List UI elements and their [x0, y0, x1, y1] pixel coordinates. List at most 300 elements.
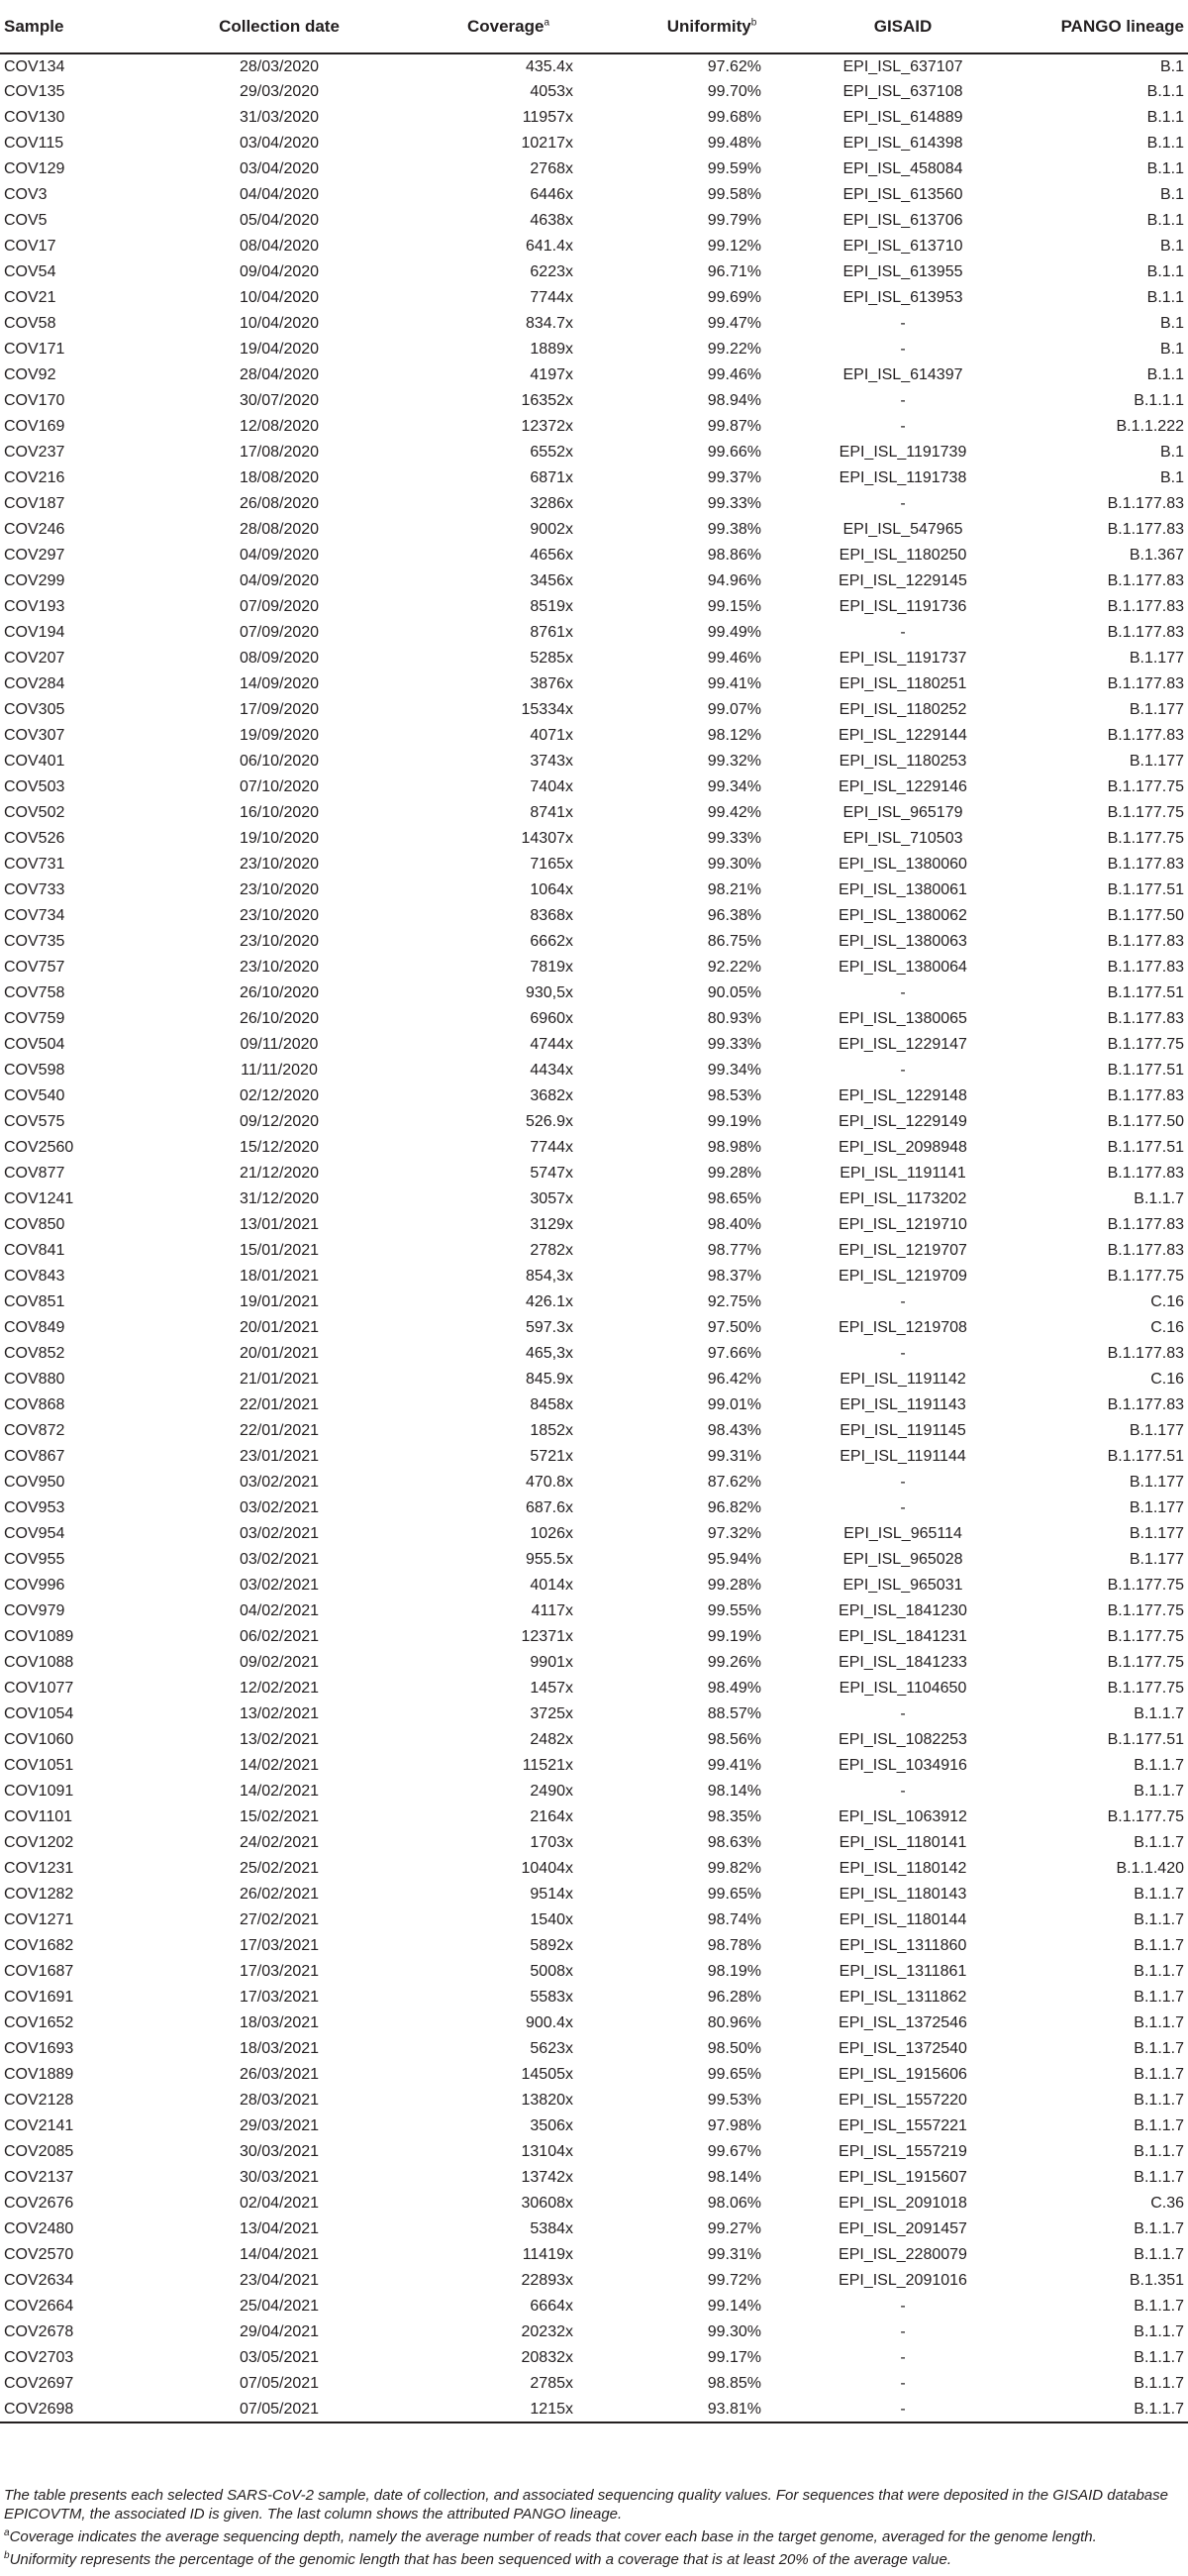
- cell-uniformity: 99.42%: [707, 804, 761, 821]
- cell-sample: COV170: [4, 392, 65, 409]
- table-row: [0, 1727, 1188, 1753]
- table-caption: The table presents each selected SARS-CoV-2 sample, date of collection, and associated sequencing quality values. For sequences that were deposited in the GISAID database EPICOVTM, the associated ID is given. The last column shows the attributed PANGO lineage.: [4, 2487, 1168, 2523]
- table-row: [0, 955, 1188, 980]
- cell-sample: COV2560: [4, 1139, 74, 1156]
- cell-gisaid: EPI_ISL_1191142: [840, 1371, 966, 1388]
- cell-collection-date: 15/01/2021: [239, 1242, 320, 1259]
- cell-sample: COV187: [4, 495, 65, 512]
- cell-collection-date: 14/09/2020: [239, 675, 320, 692]
- table-row: [0, 2216, 1188, 2242]
- cell-gisaid: EPI_ISL_1191736: [839, 598, 967, 615]
- cell-gisaid: EPI_ISL_1180144: [839, 1911, 967, 1928]
- cell-gisaid: EPI_ISL_1915606: [839, 2066, 967, 2083]
- cell-sample: COV216: [4, 469, 65, 486]
- cell-collection-date: 03/02/2021: [239, 1525, 320, 1542]
- cell-collection-date: 05/04/2020: [239, 212, 320, 229]
- cell-sample: COV872: [4, 1422, 65, 1439]
- cell-sample: COV1652: [4, 2014, 74, 2031]
- cell-coverage: 22893x: [521, 2272, 573, 2289]
- cell-coverage: 5008x: [530, 1963, 573, 1980]
- cell-pango-lineage: B.1.1.7: [1134, 2040, 1184, 2057]
- cell-gisaid: -: [900, 984, 906, 1001]
- cell-collection-date: 17/03/2021: [239, 1937, 320, 1954]
- cell-collection-date: 13/02/2021: [239, 1731, 320, 1748]
- cell-gisaid: EPI_ISL_614397: [842, 366, 963, 383]
- cell-coverage: 8519x: [530, 598, 573, 615]
- cell-sample: COV1091: [4, 1783, 74, 1800]
- cell-sample: COV135: [4, 83, 65, 100]
- cell-gisaid: -: [900, 2349, 906, 2366]
- cell-pango-lineage: B.1.1.7: [1134, 2117, 1184, 2134]
- cell-gisaid: EPI_ISL_614398: [842, 135, 963, 152]
- cell-collection-date: 03/02/2021: [239, 1474, 320, 1491]
- table-row: [0, 2345, 1188, 2371]
- cell-gisaid: EPI_ISL_965028: [842, 1551, 963, 1568]
- cell-coverage: 470.8x: [525, 1474, 573, 1491]
- cell-uniformity: 99.19%: [707, 1113, 761, 1130]
- cell-sample: COV207: [4, 650, 65, 667]
- cell-sample: COV1077: [4, 1680, 74, 1697]
- cell-pango-lineage: B.1.177.75: [1107, 1268, 1184, 1285]
- table-row: [0, 259, 1188, 285]
- cell-collection-date: 12/08/2020: [239, 418, 320, 435]
- table-row: [0, 440, 1188, 465]
- table-footnotes: [4, 2486, 1182, 2569]
- cell-coverage: 3129x: [530, 1216, 573, 1233]
- table-row: [0, 671, 1188, 697]
- cell-pango-lineage: B.1.1: [1146, 83, 1184, 100]
- cell-pango-lineage: B.1.1.7: [1134, 2014, 1184, 2031]
- cell-uniformity: 99.33%: [707, 830, 761, 847]
- cell-collection-date: 29/03/2021: [239, 2117, 320, 2134]
- cell-coverage: 13104x: [521, 2143, 573, 2160]
- cell-uniformity: 98.35%: [707, 1808, 761, 1825]
- table-row: [0, 568, 1188, 594]
- table-row: [0, 53, 1188, 79]
- table-row: [0, 1186, 1188, 1212]
- cell-uniformity: 99.49%: [707, 624, 761, 641]
- cell-uniformity: 98.86%: [707, 547, 761, 564]
- cell-sample: COV979: [4, 1602, 65, 1619]
- cell-coverage: 8761x: [530, 624, 573, 641]
- cell-coverage: 6223x: [530, 263, 573, 280]
- table-row: [0, 517, 1188, 543]
- cell-collection-date: 19/04/2020: [239, 341, 320, 358]
- cell-sample: COV1088: [4, 1654, 74, 1671]
- table-row: [0, 1418, 1188, 1444]
- cell-pango-lineage: B.1.177.83: [1107, 1165, 1184, 1182]
- cell-sample: COV735: [4, 933, 65, 950]
- cell-coverage: 7165x: [530, 856, 573, 873]
- cell-pango-lineage: B.1.177.51: [1107, 1062, 1184, 1079]
- table-header: [0, 0, 1188, 53]
- table-row: [0, 285, 1188, 311]
- table-row: [0, 1032, 1188, 1058]
- cell-uniformity: 99.22%: [707, 341, 761, 358]
- table-row: [0, 1367, 1188, 1392]
- cell-collection-date: 24/02/2021: [239, 1834, 320, 1851]
- cell-coverage: 14505x: [521, 2066, 573, 2083]
- table-row: [0, 1701, 1188, 1727]
- cell-pango-lineage: B.1.177.75: [1107, 1808, 1184, 1825]
- cell-coverage: 5583x: [530, 1989, 573, 2006]
- cell-pango-lineage: B.1.1.7: [1134, 2092, 1184, 2109]
- cell-sample: COV757: [4, 959, 65, 976]
- table-row: [0, 2242, 1188, 2268]
- table-row: [0, 620, 1188, 646]
- cell-sample: COV115: [4, 135, 64, 152]
- header-gisaid: GISAID: [799, 0, 1007, 53]
- cell-uniformity: 87.62%: [707, 1474, 761, 1491]
- cell-coverage: 955.5x: [525, 1551, 573, 1568]
- cell-gisaid: EPI_ISL_1557221: [839, 2117, 967, 2134]
- header-coverage: Coverage$^a$: [392, 0, 625, 53]
- cell-uniformity: 99.65%: [707, 2066, 761, 2083]
- cell-gisaid: EPI_ISL_613710: [842, 238, 963, 255]
- cell-coverage: 6662x: [530, 933, 573, 950]
- cell-uniformity: 80.96%: [707, 2014, 761, 2031]
- cell-collection-date: 13/02/2021: [239, 1705, 320, 1722]
- cell-sample: COV955: [4, 1551, 65, 1568]
- cell-gisaid: EPI_ISL_1557220: [839, 2092, 967, 2109]
- cell-collection-date: 03/02/2021: [239, 1551, 320, 1568]
- cell-gisaid: EPI_ISL_547965: [842, 521, 963, 538]
- cell-sample: COV1054: [4, 1705, 74, 1722]
- cell-coverage: 8741x: [530, 804, 573, 821]
- cell-pango-lineage: B.1.1: [1146, 135, 1184, 152]
- table-row: [0, 2268, 1188, 2294]
- cell-gisaid: -: [900, 1293, 906, 1310]
- cell-gisaid: EPI_ISL_1191143: [840, 1396, 966, 1413]
- cell-coverage: 3725x: [530, 1705, 573, 1722]
- cell-collection-date: 18/03/2021: [239, 2040, 320, 2057]
- cell-pango-lineage: B.1.1: [1146, 289, 1184, 306]
- cell-uniformity: 99.34%: [707, 778, 761, 795]
- cell-gisaid: EPI_ISL_1180250: [839, 547, 967, 564]
- cell-pango-lineage: B.1.177.83: [1107, 572, 1184, 589]
- cell-gisaid: -: [900, 418, 906, 435]
- cell-sample: COV1682: [4, 1937, 74, 1954]
- header-row: [0, 0, 1188, 53]
- cell-coverage: 10404x: [521, 1860, 573, 1877]
- table-row: [0, 1521, 1188, 1547]
- cell-collection-date: 07/05/2021: [239, 2375, 320, 2392]
- cell-pango-lineage: B.1.177.75: [1107, 1654, 1184, 1671]
- cell-collection-date: 03/02/2021: [239, 1577, 320, 1594]
- cell-coverage: 845.9x: [525, 1371, 573, 1388]
- table-row: [0, 131, 1188, 156]
- cell-coverage: 11521x: [522, 1757, 573, 1774]
- cell-gisaid: EPI_ISL_1311862: [839, 1989, 967, 2006]
- cell-sample: COV598: [4, 1062, 65, 1079]
- cell-collection-date: 26/03/2021: [239, 2066, 320, 2083]
- cell-uniformity: 97.66%: [707, 1345, 761, 1362]
- cell-coverage: 1457x: [530, 1680, 573, 1697]
- cell-uniformity: 97.98%: [707, 2117, 761, 2134]
- header-collection-date: Collection date: [166, 0, 392, 53]
- cell-gisaid: EPI_ISL_614889: [842, 109, 963, 126]
- cell-coverage: 1215x: [392, 2397, 625, 2422]
- cell-pango-lineage: B.1.177.50: [1107, 907, 1184, 924]
- cell-collection-date: 20/01/2021: [239, 1345, 320, 1362]
- cell-pango-lineage: B.1.177.51: [1107, 1731, 1184, 1748]
- cell-coverage: 2164x: [530, 1808, 573, 1825]
- table-row: [0, 1109, 1188, 1135]
- cell-gisaid: EPI_ISL_1173202: [839, 1190, 967, 1207]
- cell-collection-date: 31/03/2020: [239, 109, 320, 126]
- cell-pango-lineage: B.1: [1159, 186, 1184, 203]
- cell-pango-lineage: B.1.1.7: [1134, 1190, 1184, 1207]
- cell-collection-date: 19/09/2020: [239, 727, 320, 744]
- cell-sample: COV297: [4, 547, 65, 564]
- cell-coverage: 854,3x: [525, 1268, 573, 1285]
- cell-coverage: 5721x: [530, 1448, 573, 1465]
- cell-uniformity: 99.46%: [707, 650, 761, 667]
- cell-pango-lineage: B.1.177.75: [1107, 804, 1184, 821]
- cell-collection-date: 28/08/2020: [239, 521, 320, 538]
- cell-collection-date: 18/08/2020: [239, 469, 320, 486]
- cell-sample: COV193: [4, 598, 65, 615]
- cell-pango-lineage: B.1.1.7: [1134, 2066, 1184, 2083]
- cell-uniformity: 99.79%: [707, 212, 761, 229]
- cell-collection-date: 29/03/2020: [239, 83, 320, 100]
- table-row: [0, 388, 1188, 414]
- cell-sample: COV850: [4, 1216, 65, 1233]
- cell-gisaid: -: [900, 1345, 906, 1362]
- cell-coverage: 2785x: [530, 2375, 573, 2392]
- cell-sample: COV575: [4, 1113, 65, 1130]
- cell-gisaid: EPI_ISL_1180252: [839, 701, 967, 718]
- cell-collection-date: 30/07/2020: [239, 392, 320, 409]
- cell-pango-lineage: B.1.1.7: [1134, 2143, 1184, 2160]
- cell-coverage: 5623x: [530, 2040, 573, 2057]
- cell-coverage: 6446x: [530, 186, 573, 203]
- cell-uniformity: 99.31%: [707, 2246, 761, 2263]
- cell-coverage: 7819x: [530, 959, 573, 976]
- cell-pango-lineage: B.1.1.7: [1134, 1886, 1184, 1903]
- cell-gisaid: -: [900, 1474, 906, 1491]
- cell-pango-lineage: B.1.177.83: [1107, 624, 1184, 641]
- cell-coverage: 5285x: [530, 650, 573, 667]
- cell-collection-date: 27/02/2021: [239, 1911, 320, 1928]
- table-row: [0, 1598, 1188, 1624]
- cell-collection-date: 04/04/2020: [239, 186, 320, 203]
- cell-collection-date: 20/01/2021: [239, 1319, 320, 1336]
- cell-sample: COV526: [4, 830, 65, 847]
- table-row: [0, 774, 1188, 800]
- cell-collection-date: 07/09/2020: [239, 598, 320, 615]
- cell-uniformity: 99.48%: [707, 135, 761, 152]
- cell-coverage: 1540x: [530, 1911, 573, 1928]
- cell-gisaid: -: [900, 2375, 906, 2392]
- cell-pango-lineage: C.16: [1150, 1371, 1184, 1388]
- cell-uniformity: 98.21%: [707, 881, 761, 898]
- table-row: [0, 800, 1188, 826]
- cell-coverage: 4434x: [530, 1062, 573, 1079]
- table-row: [0, 1083, 1188, 1109]
- cell-collection-date: 09/11/2020: [240, 1036, 319, 1053]
- footnote-a: $^a$Coverage indicates the average sequencing depth, namely the average number of reads that cover each base in the target genome, averaged for the genome length.: [4, 2527, 1097, 2545]
- cell-gisaid: -: [900, 392, 906, 409]
- cell-collection-date: 07/09/2020: [239, 624, 320, 641]
- cell-collection-date: 30/03/2021: [239, 2143, 320, 2160]
- cell-sample: COV2141: [4, 2117, 74, 2134]
- cell-sample: COV307: [4, 727, 65, 744]
- cell-sample: COV2570: [4, 2246, 74, 2263]
- cell-sample: COV1051: [4, 1757, 74, 1774]
- cell-sample: COV1691: [4, 1989, 74, 2006]
- cell-collection-date: 08/04/2020: [239, 238, 320, 255]
- cell-sample: COV2697: [4, 2375, 74, 2392]
- cell-gisaid: -: [900, 1499, 906, 1516]
- cell-uniformity: 99.37%: [707, 469, 761, 486]
- cell-coverage: 2482x: [530, 1731, 573, 1748]
- cell-uniformity: 98.85%: [707, 2375, 761, 2392]
- cell-sample: COV1231: [4, 1860, 74, 1877]
- cell-gisaid: -: [900, 495, 906, 512]
- cell-coverage: 3057x: [530, 1190, 573, 1207]
- cell-sample: COV2480: [4, 2220, 74, 2237]
- cell-collection-date: 15/12/2020: [239, 1139, 320, 1156]
- cell-collection-date: 21/01/2021: [239, 1371, 320, 1388]
- cell-sample: COV843: [4, 1268, 65, 1285]
- cell-uniformity: 99.07%: [707, 701, 761, 718]
- cell-sample: COV2634: [4, 2272, 74, 2289]
- cell-uniformity: 97.62%: [707, 57, 761, 75]
- table-row: [0, 1907, 1188, 1933]
- cell-sample: COV169: [4, 418, 65, 435]
- cell-sample: COV129: [4, 160, 65, 177]
- cell-sample: COV877: [4, 1165, 65, 1182]
- table-row: [0, 2113, 1188, 2139]
- cell-uniformity: 99.66%: [707, 444, 761, 461]
- cell-pango-lineage: B.1.1.7: [1134, 1783, 1184, 1800]
- cell-coverage: 2768x: [530, 160, 573, 177]
- cell-gisaid: EPI_ISL_1372540: [839, 2040, 967, 2057]
- cell-pango-lineage: B.1.177.83: [1107, 1087, 1184, 1104]
- cell-coverage: 7744x: [530, 1139, 573, 1156]
- cell-sample: COV246: [4, 521, 65, 538]
- table-row: [0, 852, 1188, 877]
- cell-gisaid: EPI_ISL_637107: [842, 57, 963, 75]
- cell-gisaid: EPI_ISL_1191737: [839, 650, 967, 667]
- cell-uniformity: 98.43%: [707, 1422, 761, 1439]
- cell-gisaid: EPI_ISL_1557219: [839, 2143, 967, 2160]
- cell-sample: COV54: [4, 263, 56, 280]
- cell-collection-date: 19/10/2020: [239, 830, 320, 847]
- cell-gisaid: EPI_ISL_613953: [842, 289, 963, 306]
- cell-pango-lineage: B.1.1.7: [1134, 1989, 1184, 2006]
- cell-collection-date: 25/02/2021: [239, 1860, 320, 1877]
- cell-pango-lineage: B.1.1.7: [1134, 2349, 1184, 2366]
- cell-sample: COV1089: [4, 1628, 74, 1645]
- cell-coverage: 13820x: [521, 2092, 573, 2109]
- cell-sample: COV2703: [4, 2349, 74, 2366]
- cell-coverage: 5747x: [530, 1165, 573, 1182]
- cell-sample: COV305: [4, 701, 65, 718]
- cell-collection-date: 15/02/2021: [239, 1808, 320, 1825]
- cell-sample: COV299: [4, 572, 65, 589]
- cell-collection-date: 13/04/2021: [239, 2220, 320, 2237]
- table-row: [0, 2165, 1188, 2191]
- cell-uniformity: 99.41%: [707, 1757, 761, 1774]
- cell-sample: COV58: [4, 315, 56, 332]
- cell-gisaid: EPI_ISL_458084: [842, 160, 963, 177]
- cell-sample: COV734: [4, 907, 65, 924]
- table-row: [0, 697, 1188, 723]
- cell-coverage: 6664x: [530, 2298, 573, 2315]
- cell-collection-date: 29/04/2021: [239, 2323, 320, 2340]
- cell-collection-date: 26/10/2020: [239, 984, 320, 1001]
- cell-pango-lineage: B.1.1: [1146, 160, 1184, 177]
- cell-uniformity: 98.53%: [707, 1087, 761, 1104]
- table-row: [0, 105, 1188, 131]
- cell-sample: COV2678: [4, 2323, 74, 2340]
- cell-collection-date: 07/10/2020: [239, 778, 320, 795]
- cell-pango-lineage: B.1.177: [1129, 1474, 1184, 1491]
- cell-uniformity: 96.38%: [707, 907, 761, 924]
- cell-pango-lineage: B.1.1.7: [1134, 1911, 1184, 1928]
- cell-uniformity: 99.28%: [707, 1577, 761, 1594]
- cell-coverage: 14307x: [521, 830, 573, 847]
- cell-gisaid: EPI_ISL_2098948: [839, 1139, 967, 1156]
- cell-pango-lineage: B.1.1.7: [1134, 2220, 1184, 2237]
- cell-collection-date: 09/12/2020: [239, 1113, 320, 1130]
- cell-coverage: 597.3x: [525, 1319, 573, 1336]
- cell-gisaid: -: [900, 315, 906, 332]
- cell-uniformity: 99.87%: [707, 418, 761, 435]
- cell-coverage: 426.1x: [525, 1293, 573, 1310]
- cell-gisaid: EPI_ISL_1191141: [840, 1165, 966, 1182]
- cell-collection-date: 21/12/2020: [239, 1165, 320, 1182]
- cell-gisaid: EPI_ISL_1229145: [839, 572, 967, 589]
- cell-coverage: 6871x: [530, 469, 573, 486]
- cell-gisaid: -: [900, 1705, 906, 1722]
- cell-coverage: 5892x: [530, 1937, 573, 1954]
- cell-sample: COV2698: [0, 2397, 166, 2422]
- cell-coverage: 2490x: [530, 1783, 573, 1800]
- cell-gisaid: EPI_ISL_1841231: [839, 1628, 967, 1645]
- cell-collection-date: 23/01/2021: [239, 1448, 320, 1465]
- cell-sample: COV2664: [4, 2298, 74, 2315]
- cell-uniformity: 99.12%: [707, 238, 761, 255]
- cell-gisaid: EPI_ISL_1219707: [839, 1242, 967, 1259]
- cell-collection-date: 26/02/2021: [239, 1886, 320, 1903]
- cell-sample: COV134: [4, 57, 65, 75]
- cell-pango-lineage: B.1.177.75: [1107, 1036, 1184, 1053]
- cell-collection-date: 31/12/2020: [239, 1190, 320, 1207]
- table-row: [0, 2010, 1188, 2036]
- cell-collection-date: 10/04/2020: [239, 315, 320, 332]
- cell-coverage: 4656x: [530, 547, 573, 564]
- cell-uniformity: 99.31%: [707, 1448, 761, 1465]
- cell-sample: COV540: [4, 1087, 65, 1104]
- cell-uniformity: 98.98%: [707, 1139, 761, 1156]
- cell-pango-lineage: B.1.177.83: [1107, 598, 1184, 615]
- cell-pango-lineage: B.1.177.75: [1107, 830, 1184, 847]
- table-row: [0, 2294, 1188, 2319]
- cell-sample: COV3: [4, 186, 48, 203]
- cell-collection-date: 11/11/2020: [241, 1062, 318, 1079]
- cell-pango-lineage: B.1.1.7: [1134, 1757, 1184, 1774]
- cell-sample: COV2676: [4, 2195, 74, 2212]
- table-row: [0, 1264, 1188, 1289]
- cell-coverage: 1852x: [530, 1422, 573, 1439]
- cell-sample: COV841: [4, 1242, 65, 1259]
- cell-pango-lineage: B.1.177.83: [1107, 521, 1184, 538]
- cell-collection-date: 23/10/2020: [239, 881, 320, 898]
- table-row: [0, 1856, 1188, 1882]
